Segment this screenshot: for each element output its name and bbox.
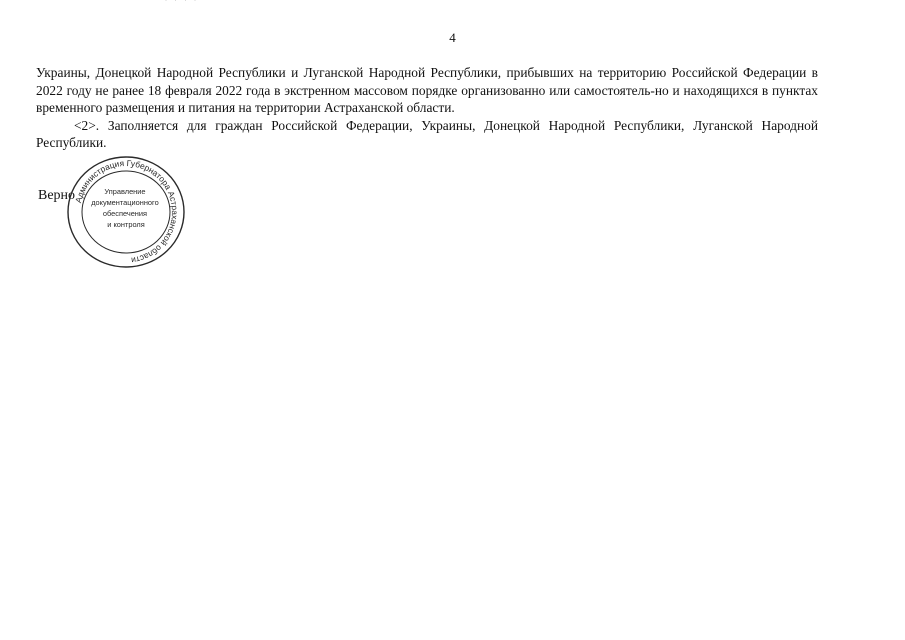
seal-center-line-1: Управление <box>104 187 146 196</box>
svg-text:Управление документацион <box>91 187 161 229</box>
official-seal <box>64 152 188 270</box>
certification-verno: Верно <box>38 188 76 203</box>
page-number: 4 <box>449 30 456 45</box>
seal-center-line-4: и контроля <box>107 220 145 229</box>
seal-center-line-3: обеспечения <box>102 209 148 218</box>
seal-ring-text: Администрация Губернатора Астраханской области <box>72 157 181 266</box>
seal-center-line-2: документационного <box>91 198 159 207</box>
footnote-2: <2>. Заполняется для граждан Российской Федерации, Украины, Донецкой Народной Республики, Луганской Народной Республики. <box>36 117 818 150</box>
paragraph-continuation: Украины, Донецкой Народной Республики и Луганской Народной Республики, прибывших на территорию Российской Федерации в 2022 году не ранее 18 февраля 2022 года в экстренном массовом порядке организованно или самостоятель-но и находящихся в пунктах временного размещения и питания на территории Астраханской области. <box>36 65 818 115</box>
scan-artifact: · · · · <box>165 0 199 4</box>
document-body <box>36 64 818 152</box>
